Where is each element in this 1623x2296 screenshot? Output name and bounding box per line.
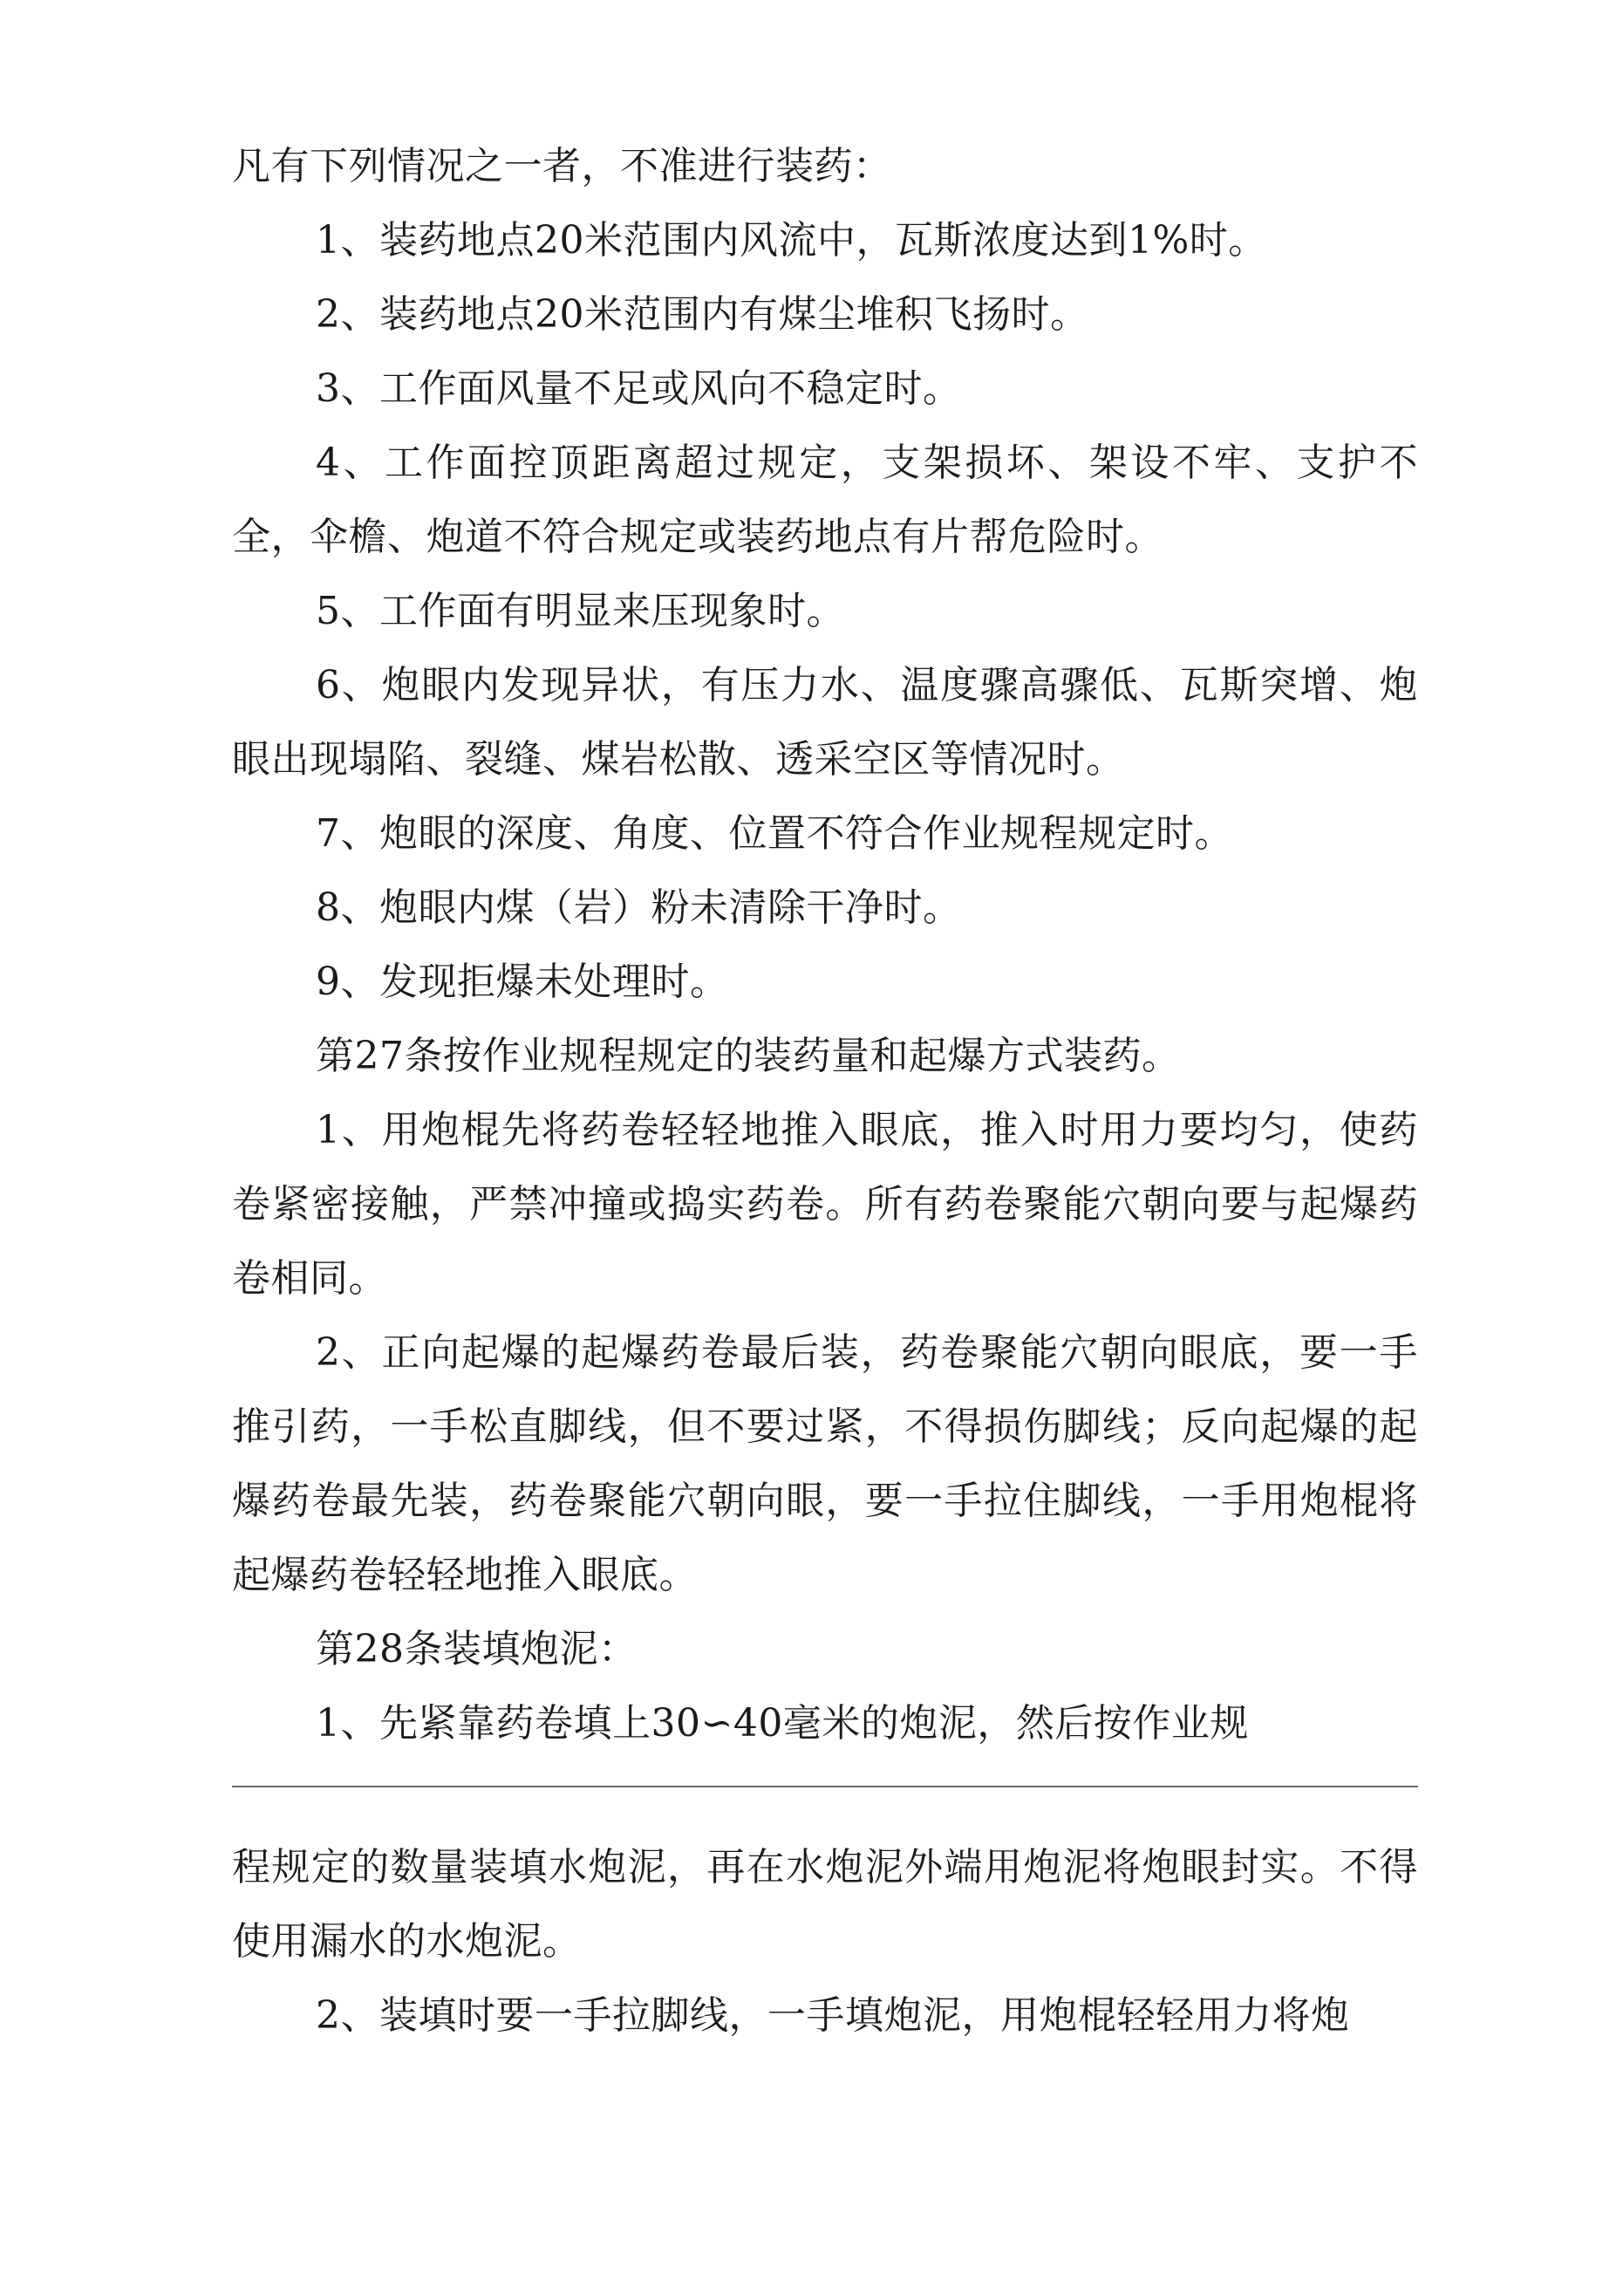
paragraph-item-3: 3、工作面风量不足或风向不稳定时。 bbox=[316, 366, 962, 411]
article-28-item-1-continued: 程规定的数量装填水炮泥，再在水炮泥外端用炮泥将炮眼封实。不得使用漏水的水炮泥。 bbox=[232, 1845, 1418, 1964]
page-break-divider bbox=[232, 1786, 1418, 1787]
paragraph-item-9: 9、发现拒爆未处理时。 bbox=[316, 960, 729, 1004]
paragraph-intro: 凡有下列情况之一者，不准进行装药： bbox=[232, 144, 892, 188]
paragraph-item-7: 7、炮眼的深度、角度、位置不符合作业规程规定时。 bbox=[316, 811, 1233, 856]
paragraph-item-2: 2、装药地点20米范围内有煤尘堆积飞扬时。 bbox=[316, 292, 1089, 337]
article-28-heading: 第28条装填炮泥： bbox=[316, 1627, 638, 1671]
paragraph-item-8: 8、炮眼内煤（岩）粉未清除干净时。 bbox=[316, 885, 962, 930]
article-28-item-1: 1、先紧靠药卷填上30∽40毫米的炮泥，然后按作业规 bbox=[316, 1701, 1249, 1746]
article-27-item-1: 1、用炮棍先将药卷轻轻地推入眼底，推入时用力要均匀，使药卷紧密接触，严禁冲撞或捣实药卷。所有药卷聚能穴朝向要与起爆药卷相同。 bbox=[232, 1108, 1418, 1301]
page-body-upper bbox=[232, 129, 1418, 1760]
paragraph-item-6: 6、炮眼内发现异状，有压力水、温度骤高骤低、瓦斯突增、炮眼出现塌陷、裂缝、煤岩松散、透采空区等情况时。 bbox=[232, 663, 1418, 782]
article-28-item-2: 2、装填时要一手拉脚线，一手填炮泥，用炮棍轻轻用力将炮 bbox=[316, 1993, 1350, 2038]
paragraph-item-4: 4、工作面控顶距离超过规定，支架损坏、架设不牢、支护不全，伞檐、炮道不符合规定或装药地点有片帮危险时。 bbox=[232, 441, 1418, 559]
article-27-heading: 第27条按作业规程规定的装药量和起爆方式装药。 bbox=[316, 1034, 1181, 1078]
paragraph-item-5: 5、工作面有明显来压现象时。 bbox=[316, 589, 845, 633]
page-body-lower bbox=[232, 1830, 1418, 2053]
paragraph-item-1: 1、装药地点20米范围内风流中，瓦斯浓度达到1%时。 bbox=[316, 218, 1267, 263]
article-27-item-2: 2、正向起爆的起爆药卷最后装，药卷聚能穴朝向眼底，要一手推引药，一手松直脚线，但不要过紧，不得损伤脚线；反向起爆的起爆药卷最先装，药卷聚能穴朝向眼，要一手拉住脚线，一手用炮棍将起爆药卷轻轻地推入眼底。 bbox=[232, 1330, 1418, 1597]
